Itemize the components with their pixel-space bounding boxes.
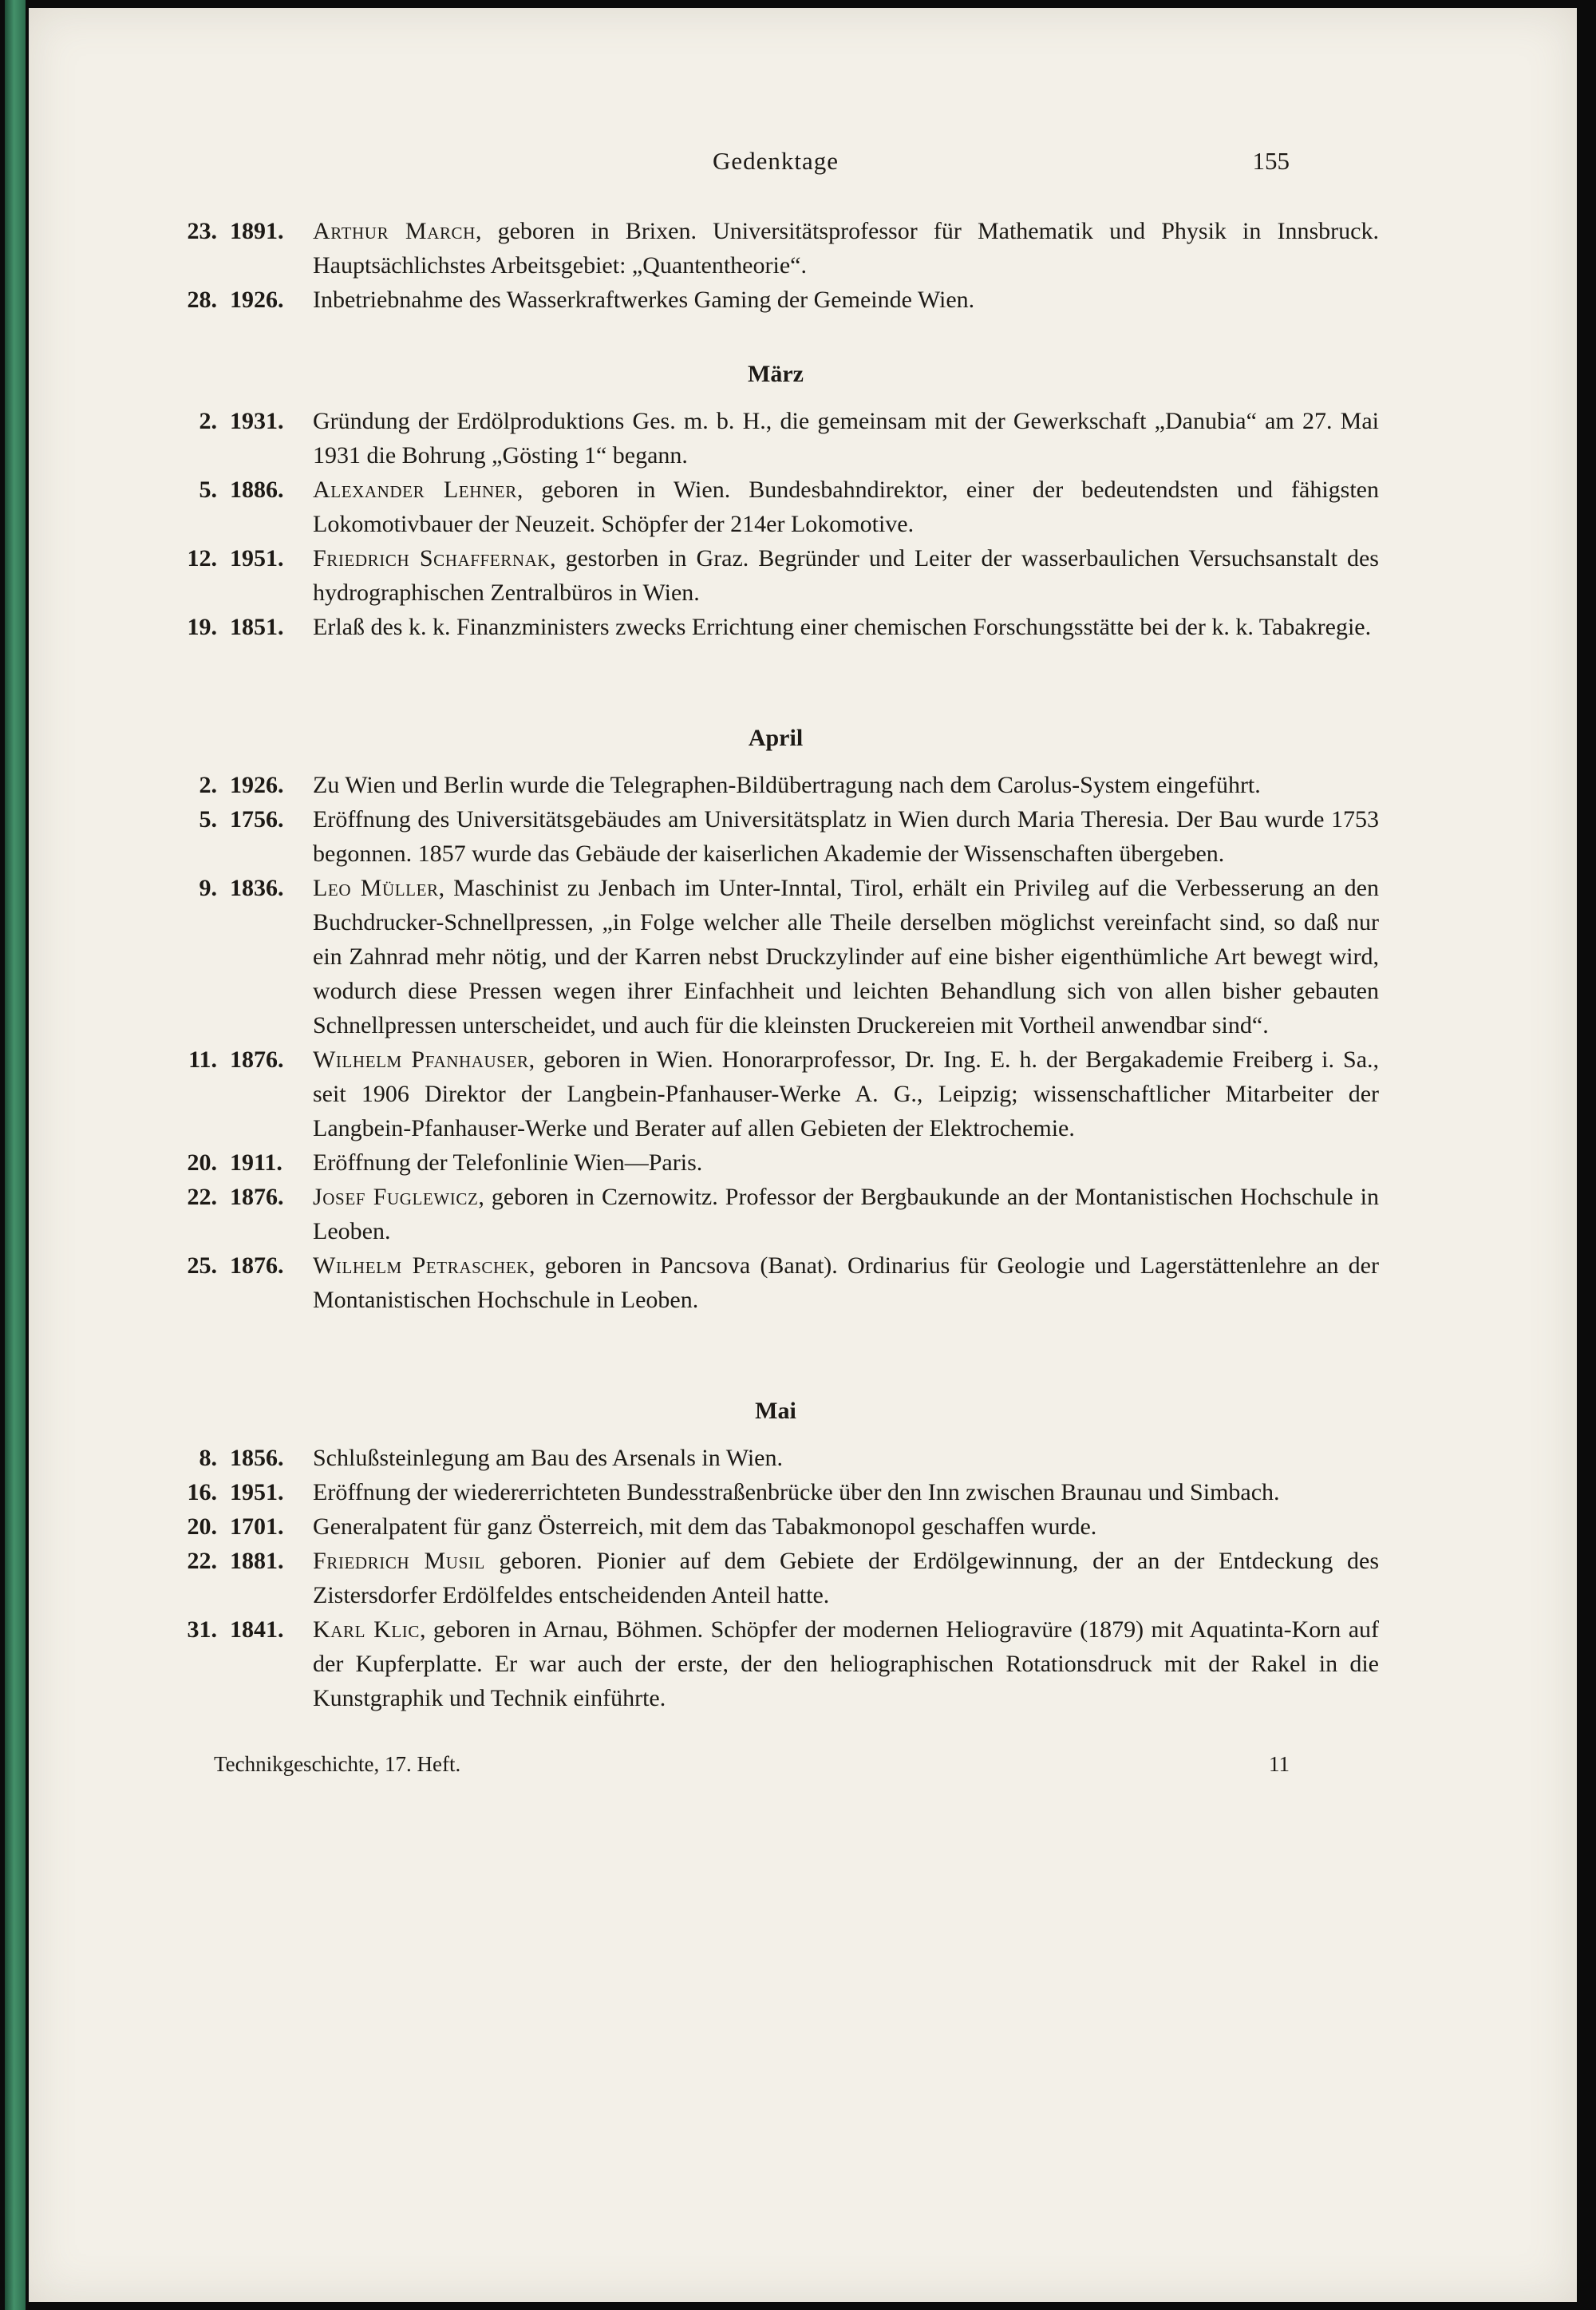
calendar-entry xyxy=(172,871,1379,1042)
entry-text: Alexander Lehner, geboren in Wien. Bundesbahndirektor, einer der bedeutendsten und fähigsten Lokomotivbauer der Neuzeit. Schöpfer der 214er Lokomotive. xyxy=(313,477,1379,537)
entry-text: Zu Wien und Berlin wurde die Telegraphen-Bildübertragung nach dem Carolus-System eingeführt. xyxy=(313,772,1261,798)
calendar-entry xyxy=(172,610,1379,644)
entry-day: 8. xyxy=(199,1445,217,1471)
entry-text: Eröffnung des Universitätsgebäudes am Universitätsplatz in Wien durch Maria Theresia. Der Bau wurde 1753 begonnen. 1857 wurde das Gebäude der kaiserlichen Akademie der Wissenschaften übergeben. xyxy=(313,806,1379,867)
entry-text: Erlaß des k. k. Finanzministers zwecks Errichtung einer chemischen Forschungsstätte bei der k. k. Tabakregie. xyxy=(313,614,1372,640)
footer-sheet-number: 11 xyxy=(1269,1752,1290,1776)
calendar-entry xyxy=(172,1475,1379,1509)
month-heading: Mai xyxy=(755,1398,796,1424)
entry-day: 22. xyxy=(187,1184,217,1210)
person-name: Friedrich Musil xyxy=(313,1548,485,1574)
entry-text: Gründung der Erdölproduktions Ges. m. b. H., die gemeinsam mit der Gewerkschaft „Danubia“ am 27. Mai 1931 die Bohrung „Gösting 1“ begann. xyxy=(313,408,1379,469)
entry-year: 1926. xyxy=(230,287,284,313)
month-heading: April xyxy=(748,725,804,751)
calendar-entry xyxy=(172,802,1379,871)
entry-year: 1876. xyxy=(230,1046,284,1073)
footer-signature: Technikgeschichte, 17. Heft. xyxy=(214,1752,461,1776)
person-name: Josef Fuglewicz xyxy=(313,1184,479,1210)
entry-text: Wilhelm Pfanhauser, geboren in Wien. Honorarprofessor, Dr. Ing. E. h. der Bergakademie Freiberg i. Sa., seit 1906 Direktor der Langbein-Pfanhauser-Werke A. G., Leipzig; wissenschaftlicher Mitarbeiter der Langbein-Pfanhauser-Werke und Berater auf allen Gebieten der Elektrochemie. xyxy=(313,1046,1380,1141)
entry-year: 1856. xyxy=(230,1445,284,1471)
entry-year: 1951. xyxy=(230,1479,284,1505)
month-section xyxy=(172,357,1379,644)
entry-day: 5. xyxy=(199,806,217,833)
entry-day: 22. xyxy=(187,1548,217,1574)
calendar-entry xyxy=(172,473,1379,541)
person-name: Wilhelm Pfanhauser xyxy=(313,1046,529,1073)
entry-day: 28. xyxy=(187,287,217,313)
calendar-entry xyxy=(172,404,1379,473)
entry-year: 1926. xyxy=(230,772,284,798)
person-name: Wilhelm Petraschek xyxy=(313,1252,529,1279)
entry-text: Josef Fuglewicz, geboren in Czernowitz. Professor der Bergbaukunde an der Montanistischen Hochschule in Leoben. xyxy=(313,1184,1379,1244)
page-header xyxy=(172,145,1379,177)
calendar-entry xyxy=(172,1509,1379,1544)
calendar-entry xyxy=(172,1042,1379,1145)
entry-day: 5. xyxy=(199,477,217,503)
calendar-entry xyxy=(172,283,1379,317)
calendar-entry xyxy=(172,1180,1379,1248)
calendar-entry xyxy=(172,1441,1379,1475)
entry-day: 2. xyxy=(199,408,217,434)
entry-text: Friedrich Schaffernak, gestorben in Graz. Begründer und Leiter der wasserbaulichen Versuchsanstalt des hydrographischen Zentralbüros in Wien. xyxy=(313,545,1379,606)
entry-year: 1951. xyxy=(230,545,284,572)
entry-text: Arthur March, geboren in Brixen. Universitätsprofessor für Mathematik und Physik in Innsbruck. Hauptsächlichstes Arbeitsgebiet: „Quantentheorie“. xyxy=(313,218,1379,279)
entry-year: 1836. xyxy=(230,875,284,901)
book-spine-strip xyxy=(5,0,26,2310)
entry-year: 1886. xyxy=(230,477,284,503)
entry-year: 1841. xyxy=(230,1616,284,1643)
calendar-entry xyxy=(172,214,1379,283)
calendar-entry xyxy=(172,1248,1379,1317)
page-footer xyxy=(172,1750,1379,1778)
calendar-entry xyxy=(172,541,1379,610)
entry-day: 9. xyxy=(199,875,217,901)
calendar-entry xyxy=(172,768,1379,802)
entry-year: 1876. xyxy=(230,1184,284,1210)
entry-day: 16. xyxy=(187,1479,217,1505)
calendar-entry xyxy=(172,1544,1379,1612)
entry-text: Karl Klic, geboren in Arnau, Böhmen. Schöpfer der modernen Heliogravüre (1879) mit Aquatinta-Korn auf der Kupferplatte. Er war auch der erste, der den heliographischen Rotationsdruck mit der Rakel in die Kunstgraphik und Technik einführte. xyxy=(313,1616,1379,1711)
entry-year: 1756. xyxy=(230,806,284,833)
entry-year: 1931. xyxy=(230,408,284,434)
entry-year: 1876. xyxy=(230,1252,284,1279)
page-title: Gedenktage xyxy=(712,147,839,175)
entry-text: Eröffnung der Telefonlinie Wien—Paris. xyxy=(313,1149,703,1176)
person-name: Leo Müller xyxy=(313,875,439,901)
entry-day: 19. xyxy=(187,614,217,640)
book-page xyxy=(29,8,1577,2302)
entry-day: 11. xyxy=(188,1046,217,1073)
entry-year: 1891. xyxy=(230,218,284,244)
month-heading: März xyxy=(748,361,804,387)
entry-text: Schlußsteinlegung am Bau des Arsenals in Wien. xyxy=(313,1445,783,1471)
month-section xyxy=(172,721,1379,1317)
month-section xyxy=(172,214,1379,317)
entry-day: 20. xyxy=(187,1513,217,1540)
sections xyxy=(172,214,1379,1715)
entry-day: 31. xyxy=(187,1616,217,1643)
entry-day: 2. xyxy=(199,772,217,798)
entry-text: Leo Müller, Maschinist zu Jenbach im Unter-Inntal, Tirol, erhält ein Privileg auf die Verbesserung an den Buchdrucker-Schnellpressen, „in Folge welcher alle Theile derselben möglichst vereinfacht sind, so daß nur ein Zahnrad mehr nötig, und der Karren nebst Druckzylinder auf eine bisher eigenthümliche Art bewegt wird, wodurch diese Pressen wegen ihrer Einfachheit und leichten Behandlung sich von allen bisher gebauten Schnellpressen unterscheidet, und auch für die kleinsten Druckereien mit Vortheil anwendbar sind“. xyxy=(313,875,1379,1038)
calendar-entry xyxy=(172,1612,1379,1715)
entry-day: 25. xyxy=(187,1252,217,1279)
entry-year: 1701. xyxy=(230,1513,284,1540)
entry-year: 1881. xyxy=(230,1548,284,1574)
person-name: Alexander Lehner xyxy=(313,477,517,503)
entry-text: Inbetriebnahme des Wasserkraftwerkes Gaming der Gemeinde Wien. xyxy=(313,287,975,313)
page-number: 155 xyxy=(1252,147,1290,175)
entry-text: Eröffnung der wiedererrichteten Bundesstraßenbrücke über den Inn zwischen Braunau und Simbach. xyxy=(313,1479,1280,1505)
calendar-entry xyxy=(172,1145,1379,1180)
entry-day: 23. xyxy=(187,218,217,244)
entry-text: Wilhelm Petraschek, geboren in Pancsova (Banat). Ordinarius für Geologie und Lagerstättenlehre an der Montanistischen Hochschule in Leoben. xyxy=(313,1252,1379,1313)
entry-year: 1851. xyxy=(230,614,284,640)
entry-day: 20. xyxy=(187,1149,217,1176)
entry-day: 12. xyxy=(187,545,217,572)
month-section xyxy=(172,1394,1379,1715)
person-name: Friedrich Schaffernak xyxy=(313,545,551,572)
entry-text: Friedrich Musil geboren. Pionier auf dem Gebiete der Erdölgewinnung, der an der Entdeckung des Zistersdorfer Erdölfeldes entscheidenden Anteil hatte. xyxy=(313,1548,1379,1608)
person-name: Arthur March xyxy=(313,218,476,244)
entry-year: 1911. xyxy=(230,1149,282,1176)
entry-text: Generalpatent für ganz Österreich, mit dem das Tabakmonopol geschaffen wurde. xyxy=(313,1513,1097,1540)
person-name: Karl Klic xyxy=(313,1616,420,1643)
